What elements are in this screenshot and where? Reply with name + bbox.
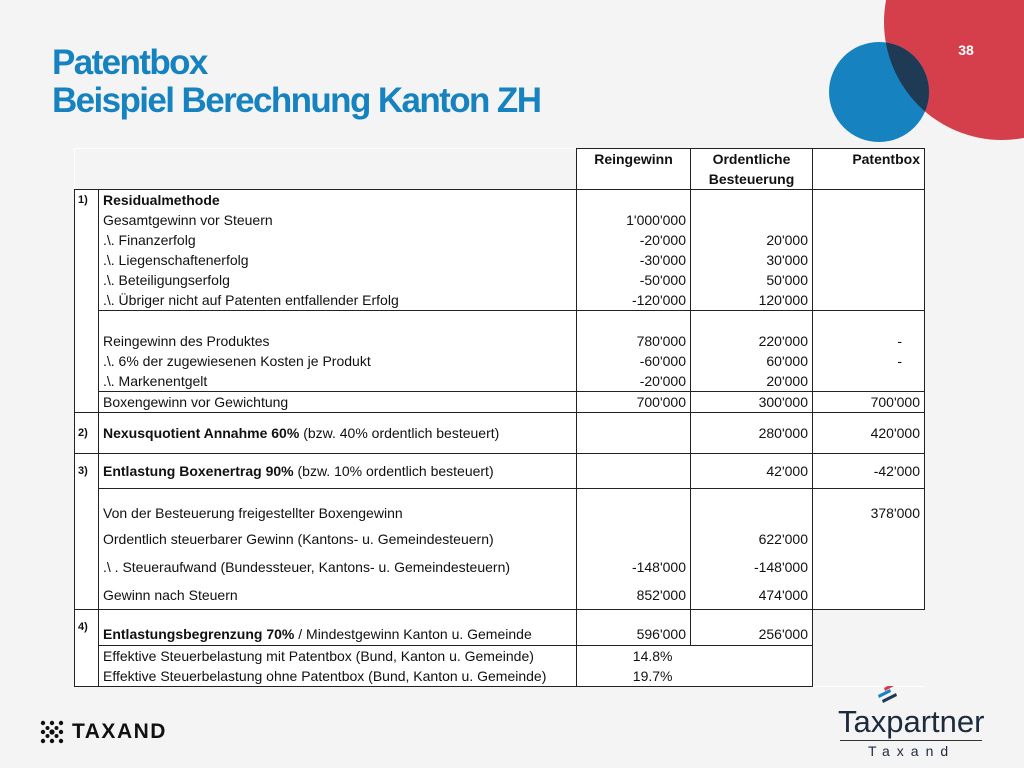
table-row	[75, 270, 925, 290]
section-3-number: 3)	[75, 454, 99, 489]
row-label: Von der Besteuerung freigestellter Boxengewinn	[99, 489, 577, 525]
taxpartner-mark-icon	[874, 686, 900, 706]
row-reingewinn: -50'000	[577, 270, 691, 290]
row-ordentlich: 220'000	[691, 331, 813, 351]
row-ordentlich: 60'000	[691, 351, 813, 371]
row-label: .\. Markenentgelt	[99, 371, 577, 392]
section-1-title: Residualmethode	[99, 190, 577, 211]
effective-rate-row	[75, 666, 925, 687]
row-reingewinn: -20'000	[577, 371, 691, 392]
row-label: .\. Finanzerfolg	[99, 230, 577, 250]
header-patentbox: Patentbox	[813, 149, 925, 170]
taxpartner-wordmark: Taxpartner	[838, 704, 985, 739]
taxpartner-subline: Taxand	[868, 743, 956, 759]
total-patentbox: 700'000	[813, 392, 925, 413]
table-row	[75, 371, 925, 392]
section-2-label-rest: (bzw. 40% ordentlich besteuert)	[303, 425, 500, 441]
page-number: 38	[958, 42, 974, 58]
row-patentbox	[813, 250, 925, 270]
section-2-reingewinn	[577, 413, 691, 454]
row-patentbox	[813, 230, 925, 250]
section-3-label-bold: Entlastung Boxenertrag 90%	[103, 463, 294, 479]
row-label: Ordentlich steuerbarer Gewinn (Kantons- u. Gemeindesteuern)	[99, 525, 577, 553]
effective-rate-label: Effektive Steuerbelastung mit Patentbox (Bund, Kanton u. Gemeinde)	[99, 645, 577, 666]
row-ordentlich: 20'000	[691, 230, 813, 250]
row-ordentlich: -148'000	[691, 553, 813, 581]
section-4-row	[75, 609, 925, 645]
total-ordentlich: 300'000	[691, 392, 813, 413]
row-reingewinn: 780'000	[577, 331, 691, 351]
section-3-row	[75, 454, 925, 489]
row-label: Reingewinn des Produktes	[99, 331, 577, 351]
section-4-label-bold: Entlastungsbegrenzung 70%	[103, 625, 295, 642]
slide-title-line-1: Patentbox	[52, 43, 207, 82]
section-3-label-rest: (bzw. 10% ordentlich besteuert)	[297, 463, 494, 479]
row-reingewinn: -148'000	[577, 553, 691, 581]
section-2-label	[99, 413, 577, 454]
decorative-circle-overlap	[884, 42, 929, 140]
section-3-patentbox: -42'000	[813, 454, 925, 489]
row-ordentlich: 50'000	[691, 270, 813, 290]
header-reingewinn: Reingewinn	[577, 149, 691, 170]
row-patentbox	[813, 581, 925, 610]
table-row	[75, 331, 925, 351]
table-row	[75, 489, 925, 525]
row-patentbox	[813, 371, 925, 392]
row-label: Gesamtgewinn vor Steuern	[99, 210, 577, 230]
taxand-dots-icon	[40, 720, 64, 744]
row-reingewinn	[577, 525, 691, 553]
row-ordentlich: 30'000	[691, 250, 813, 270]
row-reingewinn	[577, 489, 691, 525]
table-spacer	[75, 311, 925, 332]
row-reingewinn: -20'000	[577, 230, 691, 250]
section-2-row	[75, 413, 925, 454]
table-row	[75, 351, 925, 371]
table-row	[75, 581, 925, 610]
section-4-reingewinn: 596'000	[577, 609, 691, 645]
section-3-reingewinn	[577, 454, 691, 489]
row-ordentlich	[691, 489, 813, 525]
section-1-number: 1)	[75, 190, 99, 211]
row-label: .\. Übriger nicht auf Patenten entfallender Erfolg	[99, 290, 577, 311]
header-besteuerung: Besteuerung	[691, 169, 813, 190]
row-patentbox	[813, 290, 925, 311]
row-reingewinn: 852'000	[577, 581, 691, 610]
table-header-row-2	[75, 169, 925, 190]
section-2-label-bold: Nexusquotient Annahme 60%	[103, 425, 300, 441]
row-ordentlich: 120'000	[691, 290, 813, 311]
taxpartner-divider	[840, 740, 982, 741]
row-ordentlich: 474'000	[691, 581, 813, 610]
row-ordentlich: 20'000	[691, 371, 813, 392]
total-reingewinn: 700'000	[577, 392, 691, 413]
row-label: Gewinn nach Steuern	[99, 581, 577, 610]
row-patentbox	[813, 270, 925, 290]
table-row	[75, 290, 925, 311]
total-row	[75, 392, 925, 413]
row-label: .\ . Steueraufwand (Bundessteuer, Kantons- u. Gemeindesteuern)	[99, 553, 577, 581]
section-2-number: 2)	[75, 413, 99, 454]
row-reingewinn: -30'000	[577, 250, 691, 270]
row-label: .\. 6% der zugewiesenen Kosten je Produkt	[99, 351, 577, 371]
row-reingewinn: -120'000	[577, 290, 691, 311]
row-patentbox: -	[813, 331, 925, 351]
effective-rate-value: 14.8%	[577, 645, 691, 666]
row-reingewinn: 1'000'000	[577, 210, 691, 230]
section-2-ordentlich: 280'000	[691, 413, 813, 454]
section-3-label	[99, 454, 577, 489]
table-row	[75, 250, 925, 270]
taxand-wordmark: TAXAND	[72, 720, 167, 743]
row-patentbox	[813, 210, 925, 230]
row-label: .\. Beteiligungserfolg	[99, 270, 577, 290]
row-patentbox: 378'000	[813, 489, 925, 525]
section-1-title-row	[75, 190, 925, 211]
header-ordentliche: Ordentliche	[691, 149, 813, 170]
total-label: Boxengewinn vor Gewichtung	[99, 392, 577, 413]
effective-rate-label: Effektive Steuerbelastung ohne Patentbox (Bund, Kanton u. Gemeinde)	[99, 666, 577, 687]
table-row	[75, 553, 925, 581]
row-patentbox	[813, 553, 925, 581]
row-patentbox: -	[813, 351, 925, 371]
row-ordentlich: 622'000	[691, 525, 813, 553]
effective-rate-value: 19.7%	[577, 666, 691, 687]
row-ordentlich	[691, 210, 813, 230]
decorative-blue-circle	[829, 42, 929, 142]
row-label: .\. Liegenschaftenerfolg	[99, 250, 577, 270]
effective-rate-row	[75, 645, 925, 666]
row-reingewinn: -60'000	[577, 351, 691, 371]
section-4-number: 4)	[75, 609, 99, 645]
table-row	[75, 525, 925, 553]
section-2-patentbox: 420'000	[813, 413, 925, 454]
slide-title-line-2: Beispiel Berechnung Kanton ZH	[52, 81, 541, 120]
section-4-label	[99, 609, 577, 645]
table-row	[75, 210, 925, 230]
table-row	[75, 230, 925, 250]
section-4-label-rest: / Mindestgewinn Kanton u. Gemeinde	[298, 625, 532, 642]
section-4-ordentlich: 256'000	[691, 609, 813, 645]
taxand-logo	[40, 720, 167, 744]
slide-title	[52, 44, 540, 120]
table-header-row	[75, 149, 925, 170]
calculation-table	[74, 148, 925, 687]
section-3-ordentlich: 42'000	[691, 454, 813, 489]
row-patentbox	[813, 525, 925, 553]
